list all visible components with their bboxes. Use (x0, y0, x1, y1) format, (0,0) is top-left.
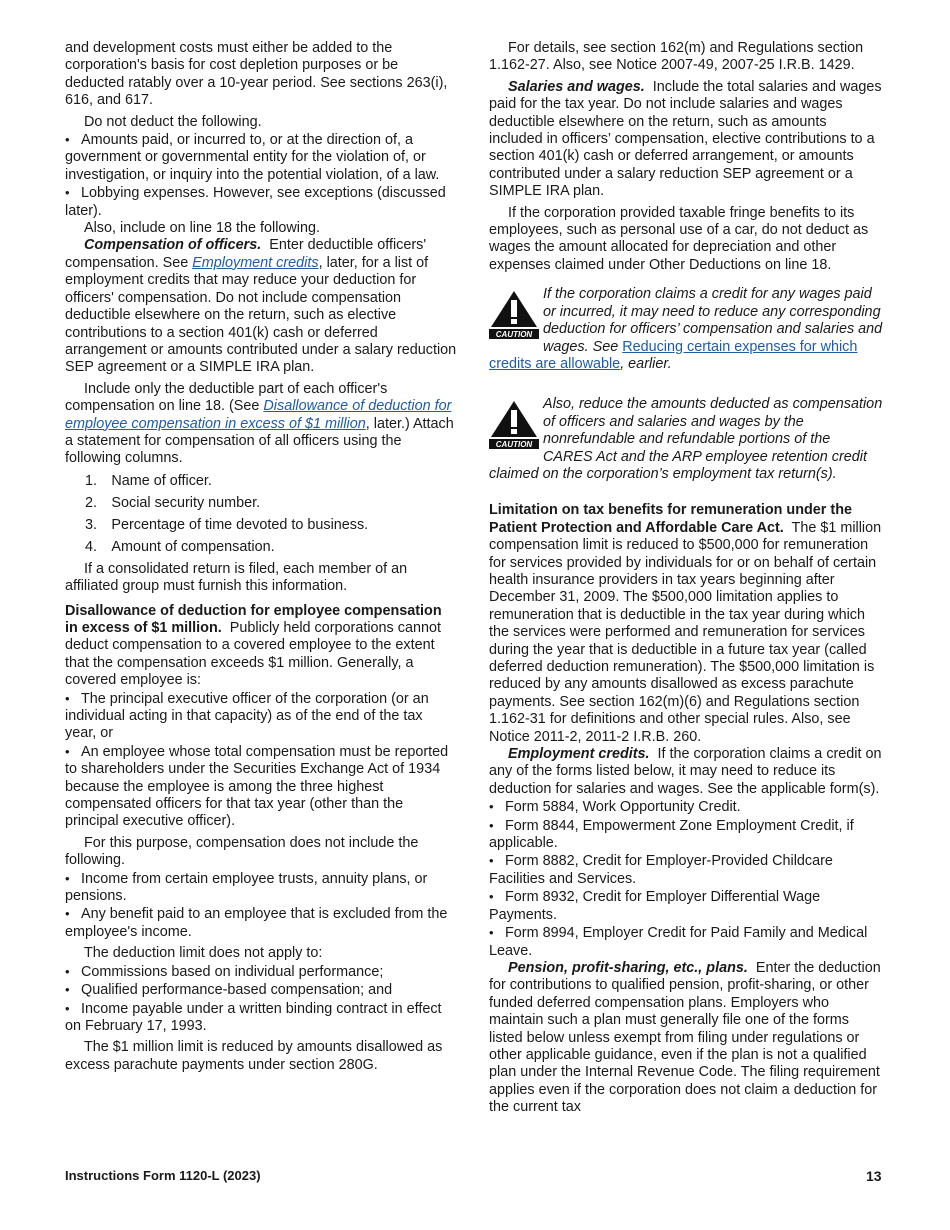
list-item: 3. Percentage of time devoted to business. (85, 516, 369, 533)
footer-title: Instructions Form 1120-L (2023) (65, 1168, 261, 1183)
right-column (489, 40, 883, 1117)
paragraph: and development costs must either be added to the corporation's basis for cost depletion purposes or be deducted ratably over a 10-year period. See sections 263(i), 616, and 617. (65, 40, 448, 109)
paragraph: The deduction limit does not apply to: (84, 945, 323, 962)
paragraph: For this purpose, compensation does not include the following. (65, 834, 419, 869)
bullet-item: • Form 8844, Empowerment Zone Employment Credit, if applicable. (489, 817, 883, 853)
bullet-item: • Income from certain employee trusts, annuity plans, or pensions. (65, 870, 457, 906)
section-heading: Disallowance of deduction for employee compensation in excess of $1 million. (65, 602, 442, 636)
caution-note (489, 396, 883, 483)
caution-label: CAUTION (495, 440, 533, 450)
bullet-item: • Any benefit paid to an employee that is excluded from the employee's income. (65, 905, 457, 941)
paragraph (65, 381, 457, 468)
paragraph-text: , later, for a list of employment credits that may reduce your deduction for officers' compensation. Do not include compensation deductible elsewhere on the return, such as elective contributions to a section 401(k) cash or deferred arrangement or amounts contributed under a salary reduction SEP agreement or a SIMPLE IRA plan. (65, 254, 457, 376)
caution-text-part: , earlier. (620, 355, 672, 372)
paragraph-text: Include the total salaries and wages paid for the tax year. Do not include salaries and wages deductible elsewhere on the return, such as amounts included in officers’ compensation, elective contributions to a section 401(k) cash or deferred arrangement, or amounts contributed under a salary reduction SEP agreement or a SIMPLE IRA plan. (489, 78, 882, 200)
paragraph-text: , later.) Attach a statement for compensation of all officers using the following columns. (65, 415, 454, 467)
caution-label: CAUTION (495, 330, 533, 340)
employment-credits-paragraph (489, 746, 883, 798)
page-number: 13 (866, 1168, 882, 1184)
paragraph-text: Enter the deduction for contributions to qualified pension, profit-sharing, or other funded deferred compensation plans. Employers who maintain such a plan must generally file one of the forms listed below unless exempt from filing under regulations or other applicable guidance, even if the plan is not a qualified plan under the Internal Revenue Code. The filing requirement applies even if the corporation does not claim a deduction for the current tax (489, 959, 881, 1116)
bullet-item: • Amounts paid, or incurred to, or at the direction of, a government or governmental entity for the violation of, or investigation, or inquiry into the potential violation, of a law. (65, 131, 457, 184)
pension-paragraph (489, 960, 883, 1117)
paragraph-text: Include only the deductible part of each officer's compensation on line 18. (See (65, 380, 388, 415)
bullet-item: • The principal executive officer of the corporation (or an individual acting in that capacity) as of the end of the tax year, or (65, 690, 457, 743)
paragraph: Also, include on line 18 the following. (84, 220, 320, 237)
left-column (65, 40, 457, 1074)
bullet-item: • An employee whose total compensation must be reported to shareholders under the Securities Exchange Act of 1934 because the employee is among the three highest compensated officers for that tax year (other than the principal executive officer). (65, 743, 457, 831)
limitation-paragraph (489, 502, 883, 746)
caution-text-part: If the corporation claims a credit for any wages paid or incurred, it may need to reduce any corresponding deduction for officers’ compensation and salaries and wages. See (543, 286, 883, 355)
paragraph: The $1 million limit is reduced by amounts disallowed as excess parachute payments under section 280G. (65, 1039, 443, 1073)
bullet-item: • Form 8994, Employer Credit for Paid Family and Medical Leave. (489, 924, 883, 960)
caution-icon (489, 399, 539, 449)
bullet-item: • Lobbying expenses. However, see exceptions (discussed later). (65, 184, 457, 220)
paragraph: Do not deduct the following. (84, 113, 262, 130)
employment-credits-link[interactable]: Employment credits (192, 254, 319, 271)
officers-compensation-paragraph (65, 237, 457, 376)
officer-columns-list (65, 473, 457, 556)
bullet-item: • Form 8932, Credit for Employer Differential Wage Payments. (489, 888, 883, 924)
bullet-item: • Qualified performance-based compensation; and (65, 981, 457, 999)
disallowance-link[interactable]: Disallowance of deduction for employee compensation in excess of $1 million (65, 398, 452, 432)
caution-text (489, 286, 883, 373)
reducing-expenses-link[interactable]: Reducing certain expenses for which credits are allowable (489, 338, 858, 372)
caution-icon (489, 289, 539, 339)
section-heading: Compensation of officers. (84, 237, 262, 254)
paragraph-text: Publicly held corporations cannot deduct compensation to a covered employee to the extent that the compensation exceeds $1 million. Generally, a covered employee is: (65, 619, 441, 689)
section-heading: Limitation on tax benefits for remuneration under the Patient Protection and Affordable Care Act. (489, 502, 852, 536)
salaries-paragraph (489, 79, 883, 201)
disallowance-paragraph (65, 603, 457, 690)
paragraph: If the corporation provided taxable fringe benefits to its employees, such as personal use of a car, do not deduct as wages the amount allocated for depreciation and other expenses claimed under Other Deductions on line 18. (489, 204, 869, 273)
paragraph: If a consolidated return is filed, each member of an affiliated group must furnish this information. (65, 560, 408, 595)
section-heading: Salaries and wages. (508, 78, 645, 95)
paragraph-text: The $1 million compensation limit is reduced to $500,000 for remuneration for services provided by individuals for or on behalf of certain health insurance providers in tax years beginning after December 31, 2009. The $500,000 limitation applies to remuneration that is deductible in the tax year during which the services were performed and remuneration for services during the year that is deductible in a future tax year (called deferred deduction remuneration). The $500,000 limitation is reduced by any amounts disallowed as excess parachute payments. See section 162(m)(6) and Regulations section 1.162-31 for definitions and other special rules. Also, see Notice 2011-2, 2011-2 I.R.B. 260. (489, 519, 882, 745)
caution-text: Also, reduce the amounts deducted as compensation of officers and salaries and wages by the nonrefundable and refundable portions of the CARES Act and the ARP employee retention credit claimed on the corporation’s employment tax return(s). (489, 396, 883, 482)
section-heading: Employment credits. (508, 746, 650, 763)
paragraph: For details, see section 162(m) and Regulations section 1.162-27. Also, see Notice 2007-49, 2007-25 I.R.B. 1429. (489, 40, 864, 74)
caution-note (489, 286, 883, 373)
bullet-item: • Form 5884, Work Opportunity Credit. (489, 798, 883, 816)
paragraph-text: Enter deductible officers' compensation. See (65, 237, 427, 271)
paragraph-text: If the corporation claims a credit on any of the forms listed below, it may need to reduce its deduction for salaries and wages. See the applicable form(s). (489, 746, 882, 797)
bullet-item: • Income payable under a written binding contract in effect on February 17, 1993. (65, 1000, 457, 1036)
list-item: 1. Name of officer. (85, 472, 212, 489)
section-heading: Pension, profit-sharing, etc., plans. (508, 959, 748, 976)
bullet-item: • Form 8882, Credit for Employer-Provided Childcare Facilities and Services. (489, 852, 883, 888)
list-item: 2. Social security number. (85, 494, 261, 511)
list-item: 4. Amount of compensation. (85, 538, 275, 555)
bullet-item: • Commissions based on individual performance; (65, 963, 457, 981)
